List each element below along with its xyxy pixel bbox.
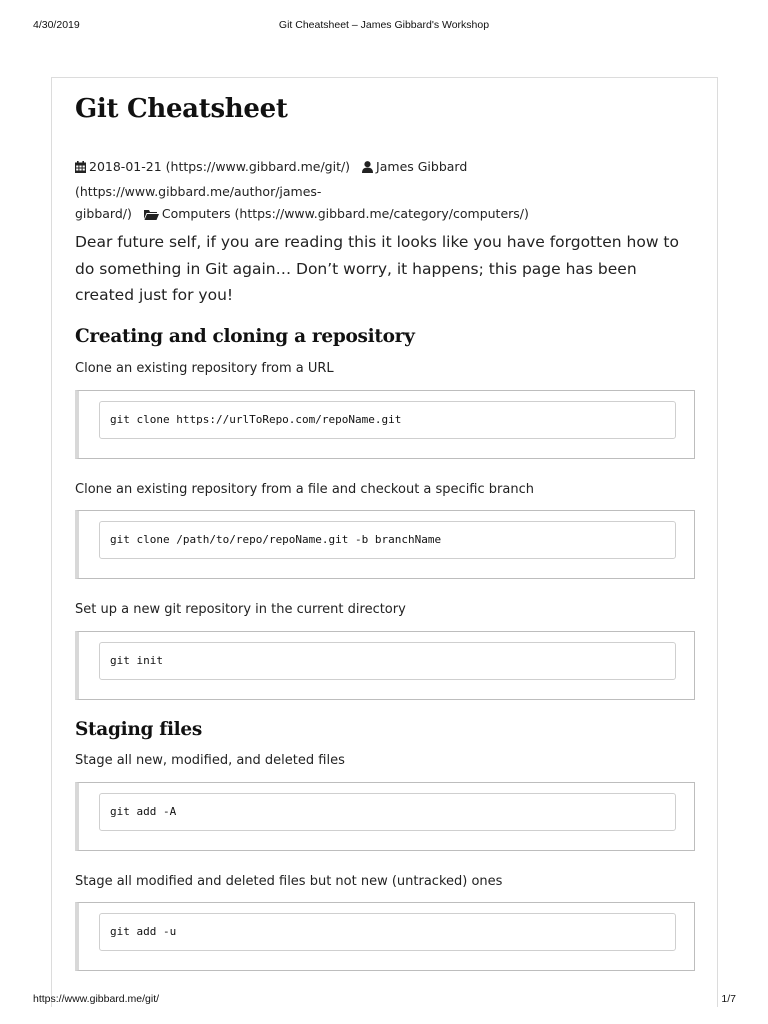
code-block [75, 782, 695, 851]
page-number: 1/7 [721, 993, 736, 1005]
code-block [75, 390, 695, 459]
snippet-description: Clone an existing repository from a file and checkout a specific branch [75, 482, 534, 497]
post-author[interactable]: James Gibbard [376, 159, 468, 174]
print-date: 4/30/2019 [33, 19, 80, 31]
section-heading-cloning: Creating and cloning a repository [75, 326, 415, 347]
user-icon [362, 158, 373, 181]
folder-open-icon [144, 205, 159, 228]
code-text[interactable]: git clone https://urlToRepo.com/repoName.git [110, 413, 402, 426]
post-date-url[interactable]: (https://www.gibbard.me/git/) [165, 159, 351, 174]
print-page-title: Git Cheatsheet – James Gibbard's Workshop [278, 19, 490, 31]
code-box[interactable] [99, 401, 676, 439]
post-date[interactable]: 2018-01-21 [89, 159, 162, 174]
code-text[interactable]: git add -u [110, 925, 177, 938]
code-box[interactable] [99, 913, 676, 951]
code-block [75, 631, 695, 700]
code-text[interactable]: git add -A [110, 805, 177, 818]
post-author-url[interactable]: (https://www.gibbard.me/author/james- gibbard/) [75, 183, 322, 221]
code-block [75, 902, 695, 971]
snippet-description: Stage all modified and deleted files but not new (untracked) ones [75, 874, 503, 889]
code-text[interactable]: git clone /path/to/repo/repoName.git -b branchName [110, 533, 442, 546]
post-category[interactable]: Computers [161, 206, 231, 221]
print-header [0, 19, 768, 33]
print-footer [0, 993, 768, 1007]
print-url[interactable]: https://www.gibbard.me/git/ [33, 993, 160, 1005]
post-category-url[interactable]: (https://www.gibbard.me/category/computers/) [234, 206, 529, 221]
post-title: Git Cheatsheet [75, 94, 288, 124]
snippet-description: Set up a new git repository in the current directory [75, 602, 406, 617]
snippet-description: Stage all new, modified, and deleted files [75, 753, 345, 768]
code-box[interactable] [99, 642, 676, 680]
code-box[interactable] [99, 793, 676, 831]
intro-paragraph: Dear future self, if you are reading this it looks like you have forgotten how to do something in Git again… Don’t worry, it happens; this page has been created just for you! [75, 233, 679, 304]
code-text[interactable]: git init [110, 654, 163, 667]
section-heading-staging: Staging files [75, 719, 202, 740]
post-meta [75, 156, 695, 228]
code-box[interactable] [99, 521, 676, 559]
snippet-description: Clone an existing repository from a URL [75, 361, 334, 376]
code-block [75, 510, 695, 579]
calendar-icon [75, 158, 86, 181]
